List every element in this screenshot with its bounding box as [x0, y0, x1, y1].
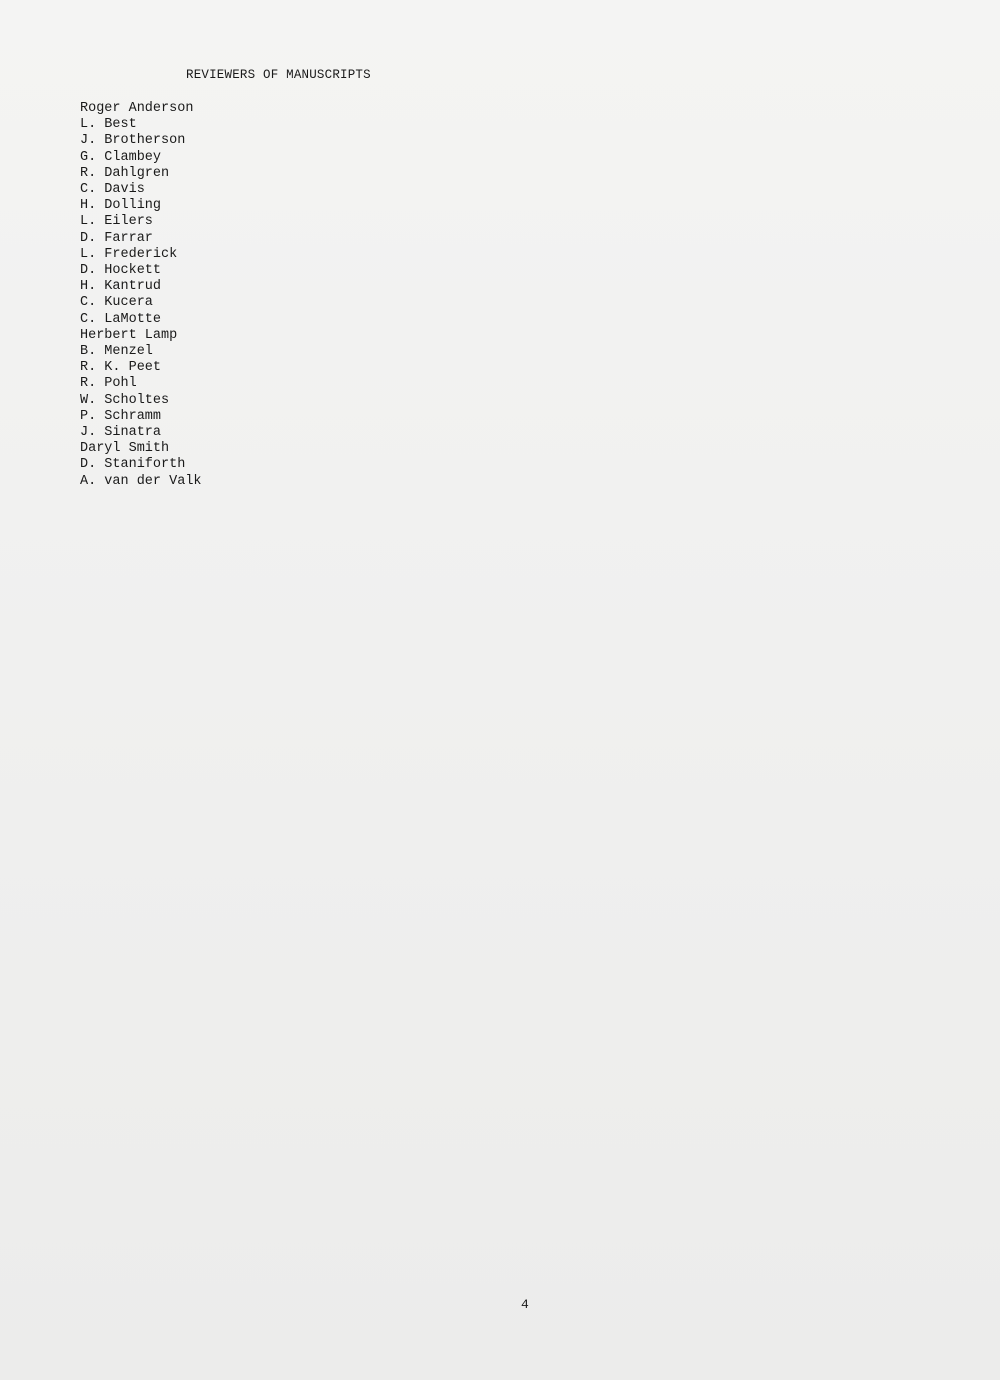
- reviewer-name: L. Best: [80, 117, 137, 133]
- reviewer-list: [80, 101, 202, 490]
- reviewer-name: Herbert Lamp: [80, 327, 178, 343]
- reviewer-name: D. Hockett: [80, 263, 162, 279]
- reviewer-name: G. Clambey: [80, 149, 162, 165]
- reviewer-name: P. Schramm: [80, 408, 162, 424]
- reviewer-name: Daryl Smith: [80, 441, 170, 457]
- reviewer-name: H. Dolling: [80, 198, 162, 214]
- reviewer-name: C. Davis: [80, 182, 145, 198]
- reviewer-name: R. Dahlgren: [80, 165, 170, 181]
- reviewer-name: R. K. Peet: [80, 360, 162, 376]
- reviewer-name: B. Menzel: [80, 344, 153, 360]
- reviewer-name: C. LaMotte: [80, 311, 162, 327]
- reviewer-name: R. Pohl: [80, 376, 137, 392]
- page-title: REVIEWERS OF MANUSCRIPTS: [186, 68, 371, 82]
- reviewer-name: L. Eilers: [80, 214, 153, 230]
- reviewer-name: J. Sinatra: [80, 425, 162, 441]
- page-number: 4: [521, 1297, 529, 1312]
- reviewer-name: D. Farrar: [80, 230, 153, 246]
- reviewer-name: L. Frederick: [80, 246, 178, 262]
- reviewer-name: D. Staniforth: [80, 457, 186, 473]
- reviewer-name: A. van der Valk: [80, 473, 202, 489]
- reviewer-name: H. Kantrud: [80, 279, 162, 295]
- reviewer-name: W. Scholtes: [80, 392, 170, 408]
- reviewer-name: Roger Anderson: [80, 101, 194, 116]
- reviewer-name: C. Kucera: [80, 295, 153, 311]
- reviewer-name: J. Brotherson: [80, 133, 186, 149]
